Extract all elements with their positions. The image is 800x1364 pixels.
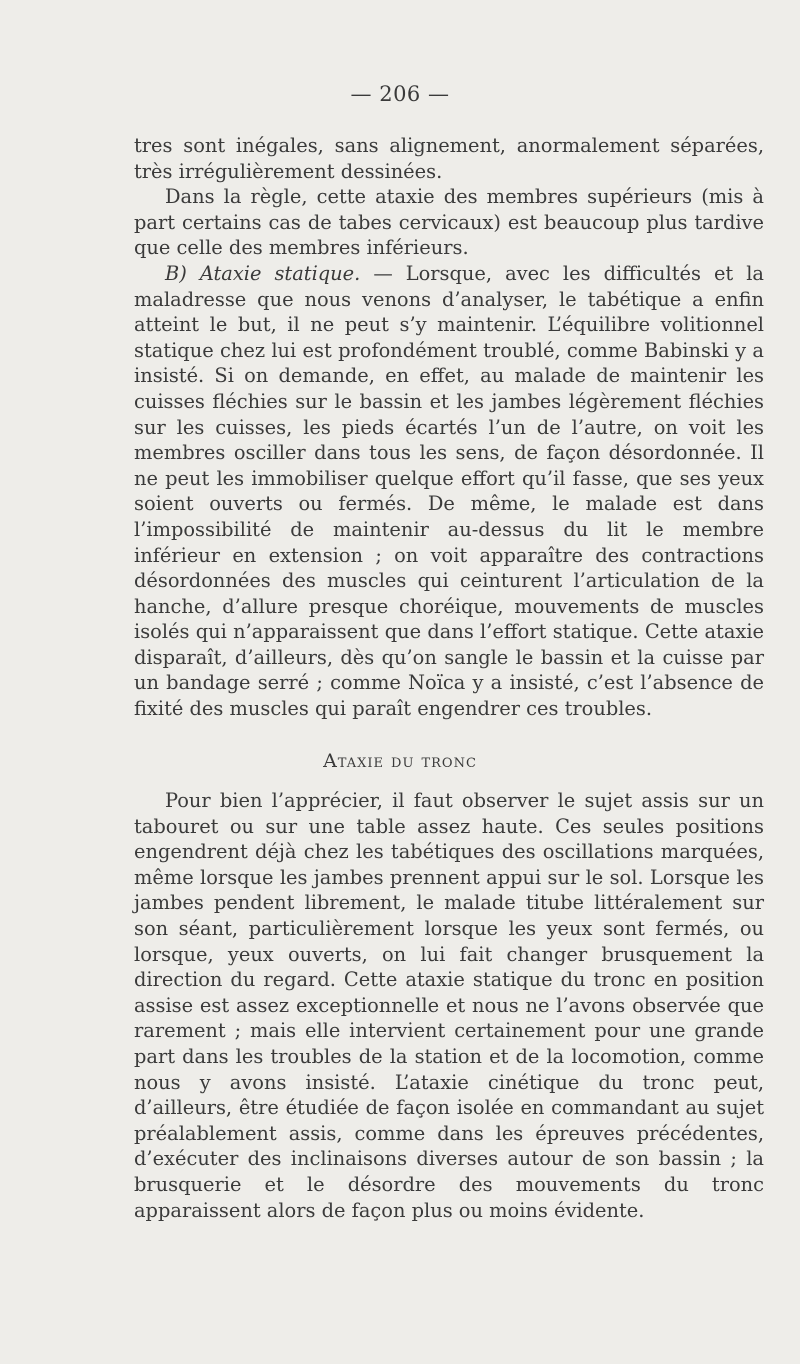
paragraph-continuation: tres sont inégales, sans alignement, anormalement séparées, très irrégulièrement dessinées. bbox=[134, 134, 764, 183]
subsection-title: B) Ataxie statique. bbox=[165, 261, 361, 285]
paragraph-ataxie-tronc: Pour bien l’apprécier, il faut observer le sujet assis sur un tabouret ou sur une table assez haute. Ces seules positions engendrent déjà chez les tabétiques des oscillations marquées, même lorsque les jambes prennent appui sur le sol. Lorsque les jambes pendent librement, le malade titube littéralement sur son séant, particulièrement lorsque les yeux sont fermés, ou lorsque, yeux ouverts, on lui fait changer brusquement la direction du regard. Cette ataxie statique du tronc en position assise est assez exceptionnelle et nous ne l’avons observée que rarement ; mais elle intervient certainement pour une grande part dans les troubles de la station et de la locomotion, comme nous y avons insisté. L’ataxie cinétique du tronc peut, d’ailleurs, être étudiée de façon isolée en commandant au sujet préalablement assis, comme dans les épreuves précédentes, d’exécuter des inclinaisons diverses autour de son bassin ; la brusquerie et le désordre des mouvements du tronc apparaissent alors de façon plus ou moins évidente. bbox=[134, 789, 764, 1222]
section-heading: Ataxie du tronc bbox=[323, 750, 477, 772]
paragraph-ataxie-statique bbox=[134, 261, 764, 722]
paragraph-statique-body: — Lorsque, avec les difficultés et la maladresse que nous venons d’analyser, le tabétique a enfin atteint le but, il ne peut s’y maintenir. L’équilibre volitionnel statique chez lui est profondément troublé, comme Babinski y a insisté. Si on demande, en effet, au malade de maintenir les cuisses fléchies sur le bassin et les jambes légèrement fléchies sur les cuisses, les pieds écartés l’un de l’autre, on voit les membres osciller dans tous les sens, de façon désordonnée. Il ne peut les immobiliser quelque effort qu’il fasse, que ses yeux soient ouverts ou fermés. De même, le malade est dans l’impossibilité de maintenir au-dessus du lit le membre inférieur en extension ; on voit apparaître des contractions désordonnées des muscles qui ceinturent l’articulation de la hanche, d’allure presque choréique, mouvements de muscles isolés qui n’apparaissent que dans l’effort statique. Cette ataxie disparaît, d’ailleurs, dès qu’on sangle le bassin et la cuisse par un bandage serré ; comme Noïca y a insisté, c’est l’absence de fixité des muscles qui paraît engendrer ces troubles. bbox=[134, 261, 764, 721]
body-text-tronc bbox=[134, 788, 764, 1223]
page-number-header: — 206 — bbox=[350, 82, 450, 106]
paragraph-rule: Dans la règle, cette ataxie des membres supérieurs (mis à part certains cas de tabes cervicaux) est beaucoup plus tardive que celle des membres inférieurs. bbox=[134, 185, 764, 260]
body-text-top bbox=[134, 133, 764, 722]
